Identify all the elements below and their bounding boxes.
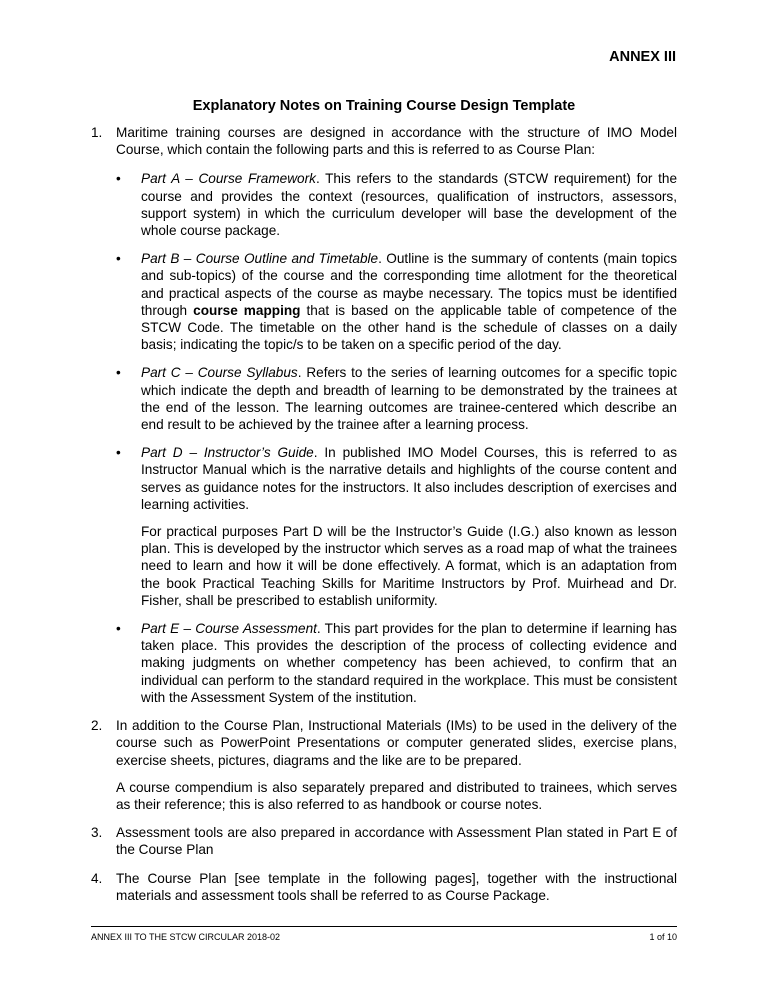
item-number: 2. bbox=[91, 718, 103, 734]
bullet-icon: • bbox=[116, 171, 121, 187]
list-item-2 bbox=[91, 717, 677, 813]
item-text: Assessment tools are also prepared in accordance with Assessment Plan stated in Part E of the Course Plan bbox=[116, 825, 677, 858]
part-text-continued: that is based on the applicable table of competence of the STCW Code. The timetable on the other hand is the schedule of classes on a daily basis; indicating the topic/s to be taken on a specific period of the day. bbox=[141, 302, 677, 353]
part-label: Part A – Course Framework bbox=[141, 171, 316, 187]
page-title: Explanatory Notes on Training Course Design Template bbox=[192, 98, 576, 114]
item-number: 1. bbox=[91, 125, 103, 140]
part-label: Part D – Instructor’s Guide bbox=[141, 445, 314, 461]
numbered-list bbox=[91, 124, 677, 904]
part-text: . This refers to the standards (STCW requirement) for the course and provides the context (resources, qualification of instructors, assessors, support system) in which the curriculum developer will base the development of the whole course package. bbox=[141, 171, 677, 239]
part-label: Part C – Course Syllabus bbox=[141, 365, 298, 381]
bullet-icon: • bbox=[116, 365, 121, 381]
item-extra-paragraph: A course compendium is also separately prepared and distributed to trainees, which serves as their reference; this is also referred to as handbook or course notes. bbox=[116, 779, 677, 812]
bold-term: course mapping bbox=[193, 302, 301, 318]
item-number: 3. bbox=[91, 825, 103, 841]
list-item-4 bbox=[91, 870, 677, 904]
part-text: . This part provides for the plan to determine if learning has taken place. This provides the description of the process of collecting evidence and making judgments on whether competency has been achieved, to confirm that an individual can perform to the standard required in the workplace. This must be consistent with the Assessment System of the institution. bbox=[141, 621, 677, 705]
part-label: Part E – Course Assessment bbox=[141, 621, 317, 637]
part-e-item bbox=[116, 620, 677, 706]
list-item-3 bbox=[91, 824, 677, 858]
item-text: In addition to the Course Plan, Instructional Materials (IMs) to be used in the delivery of the course such as PowerPoint Presentations or computer generated slides, exercise plans, exercise sheets, pictures, diagrams and the like are to be prepared. bbox=[116, 718, 677, 768]
bullet-icon: • bbox=[116, 445, 121, 461]
part-c-item bbox=[116, 364, 677, 433]
part-d-extra-paragraph: For practical purposes Part D will be the Instructor’s Guide (I.G.) also known as lesson plan. This is developed by the instructor which serves as a road map of what the trainees need to learn and how it will be done effectively. A format, which is an adaptation from the book Practical Teaching Skills for Maritime Instructors by Prof. Muirhead and Dr. Fisher, shall be prescribed to establish uniformity. bbox=[141, 524, 677, 608]
list-item-1 bbox=[91, 124, 677, 706]
bullet-icon: • bbox=[116, 621, 121, 637]
part-d-item bbox=[116, 444, 677, 609]
item-number: 4. bbox=[91, 870, 103, 886]
part-text: . Refers to the series of learning outcomes for a specific topic which indicate the depth and breadth of learning to be demonstrated by the trainees at the end of the lesson. The learning outcomes are trainee-centered which describe an end result to be achieved by the trainee after a learning process. bbox=[141, 365, 677, 433]
part-text: . In published IMO Model Courses, this is referred to as Instructor Manual which is the narrative details and highlights of the course content and serves as guidance notes for the instructors. It also includes description of exercises and learning activities. bbox=[141, 445, 677, 512]
part-text: . Outline is the summary of contents (main topics and sub-topics) of the course and the corresponding time allotment for the theoretical and practical aspects of the course as maybe necessary. The topics must be identified through bbox=[141, 251, 677, 318]
footer-page-number: 1 of 10 bbox=[649, 932, 677, 942]
part-a-item bbox=[116, 170, 677, 239]
annex-header: ANNEX III bbox=[609, 49, 676, 65]
part-b-item bbox=[116, 250, 677, 353]
footer-document-reference: ANNEX III TO THE STCW CIRCULAR 2018-02 bbox=[91, 932, 281, 942]
footer-divider bbox=[91, 926, 677, 927]
bullet-icon: • bbox=[116, 251, 121, 267]
course-parts-list bbox=[116, 170, 677, 706]
part-label: Part B – Course Outline and Timetable bbox=[141, 251, 379, 267]
item-text: Maritime training courses are designed in accordance with the structure of IMO Model Course, which contain the following parts and this is referred to as Course Plan: bbox=[116, 125, 677, 158]
document-body bbox=[91, 124, 677, 915]
item-text: The Course Plan [see template in the following pages], together with the instructional materials and assessment tools shall be referred to as Course Package. bbox=[116, 870, 677, 903]
